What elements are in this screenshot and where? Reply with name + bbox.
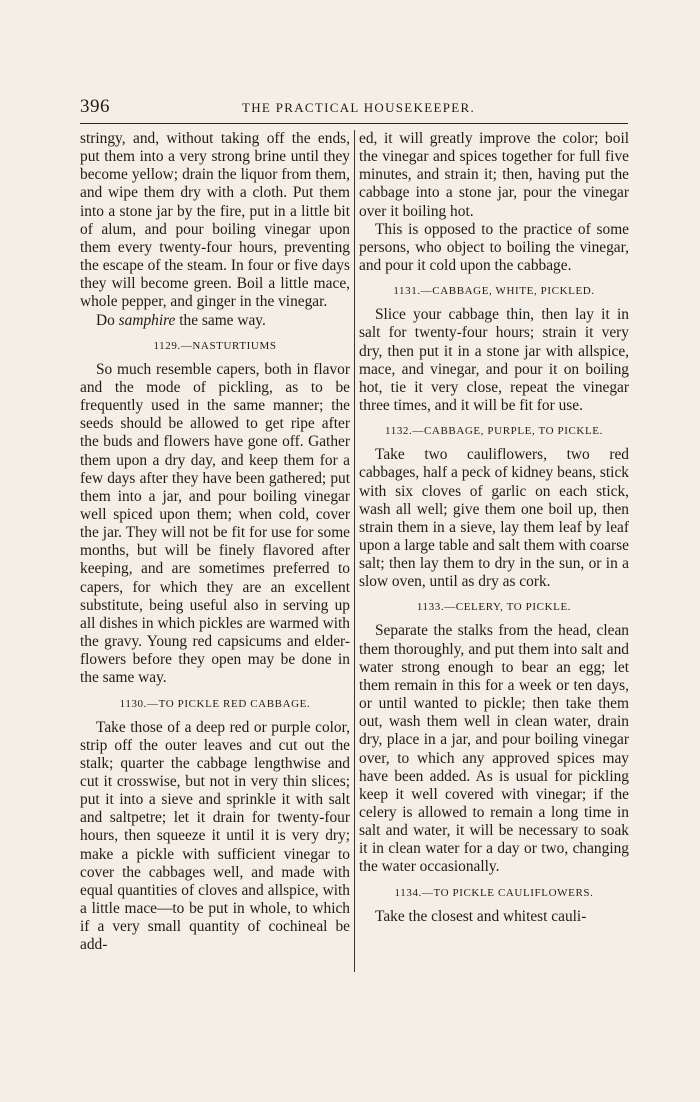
- recipe-heading-1134: 1134.—TO PICKLE CAULIFLOWERS.: [394, 886, 594, 899]
- recipe-heading-1130: 1130.—TO PICKLE RED CABBAGE.: [119, 697, 311, 710]
- samphire-text-post: the same way.: [175, 311, 266, 329]
- recipe-body-1130: Take those of a deep red or purple color, strip off the outer leaves and cut out the stalk; quarter the cabbage lengthwise and cut it crosswise, but not in very thin slices; put it into a sieve and sprinkle it with salt and saltpetre; let it drain for twenty-four hours, then squeeze it until it is very dry; make a pickle with sufficient vinegar to cover the cabbages well, and made with equal quantities of cloves and allspice, with a little mace—to be put in whole, to which if a very small quantity of cochineal be add-: [80, 718, 350, 954]
- right-column: [359, 130, 629, 926]
- continued-paragraph: stringy, and, without taking off the ends, put them into a very strong brine until they become yellow; drain the liquor from them, and wipe them dry with a cloth. Put them into a stone jar by the fire, put in a little bit of alum, and pour boiling vinegar upon them every twenty-four hours, preventing the escape of the steam. In four or five days they will become green. Boil a little mace, whole pepper, and ginger in the vinegar.: [80, 130, 350, 311]
- recipe-body-1129: So much resemble capers, both in flavor and the mode of pickling, as to be frequently used in the same manner; the seeds should be allowed to get ripe after the buds and flowers have gone off. Gather them upon a dry day, and keep them for a few days after they have been gathered; put them into a jar, and pour boiling vinegar well spiced upon them; when cold, cover the jar. They will not be fit for use for some months, but will be finely flavored after keeping, and are sometimes preferred to capers, for which they are an excellent substitute, being useful also in serving up all dishes in which pickles are warmed with the gravy. Young red capsicums and elder-flowers before they open may be done in the same way.: [80, 360, 350, 687]
- samphire-line: [80, 312, 350, 330]
- page-header: [80, 96, 628, 120]
- recipe-body-1133: Separate the stalks from the head, clean them thoroughly, and put them into salt and water strong enough to bear an egg; let them remain in this for a week or ten days, or until wanted to pickle; then take them out, wash them well in clean water, drain dry, place in a jar, and pour boiling vinegar over, to which any approved spices may have been added. As is usual for pickling keep it well covered with vinegar; if the celery is allowed to remain a long time in salt and water, it will be necessary to soak it in clean water for a day or two, changing the water occasionally.: [359, 622, 629, 876]
- recipe-body-1132: Take two cauliflowers, two red cabbages, half a peck of kidney beans, stick with six cloves of garlic on each stick, wash all well; give them one boil up, then strain them in a sieve, lay them leaf by leaf upon a large table and salt them with coarse salt; then lay them to dry in the sun, or in a slow oven, until as dry as cork.: [359, 446, 629, 591]
- recipe-body-1130-continued: ed, it will greatly improve the color; boil the vinegar and spices together for full five minutes, and strain it; then, having put the cabbage into a stone jar, pour the vinegar over it boiling hot.: [359, 130, 629, 220]
- samphire-text-pre: Do: [96, 311, 119, 329]
- header-rule: [80, 123, 628, 124]
- recipe-heading-1133: 1133.—CELERY, TO PICKLE.: [416, 601, 572, 614]
- recipe-body-1134: Take the closest and whitest cauli-: [375, 907, 587, 925]
- column-divider: [354, 130, 355, 972]
- running-head: THE PRACTICAL HOUSEKEEPER.: [242, 100, 476, 115]
- recipe-note-1130: This is opposed to the practice of some persons, who object to boiling the vinegar, and pour it cold upon the cabbage.: [359, 220, 629, 275]
- recipe-heading-1131: 1131.—CABBAGE, WHITE, PICKLED.: [393, 285, 595, 298]
- recipe-body-1131: Slice your cabbage thin, then lay it in salt for twenty-four hours; strain it very dry, then put it in a stone jar with allspice, mace, and vinegar, and pour it on boiling hot, tie it very close, repeat the vinegar three times, and it will be fit for use.: [359, 306, 629, 415]
- left-column: [80, 130, 350, 955]
- recipe-heading-1129: 1129.—NASTURTIUMS: [153, 339, 277, 352]
- recipe-heading-1132: 1132.—CABBAGE, PURPLE, TO PICKLE.: [385, 425, 603, 438]
- page-number: 396: [80, 96, 110, 117]
- samphire-word: samphire: [118, 311, 176, 329]
